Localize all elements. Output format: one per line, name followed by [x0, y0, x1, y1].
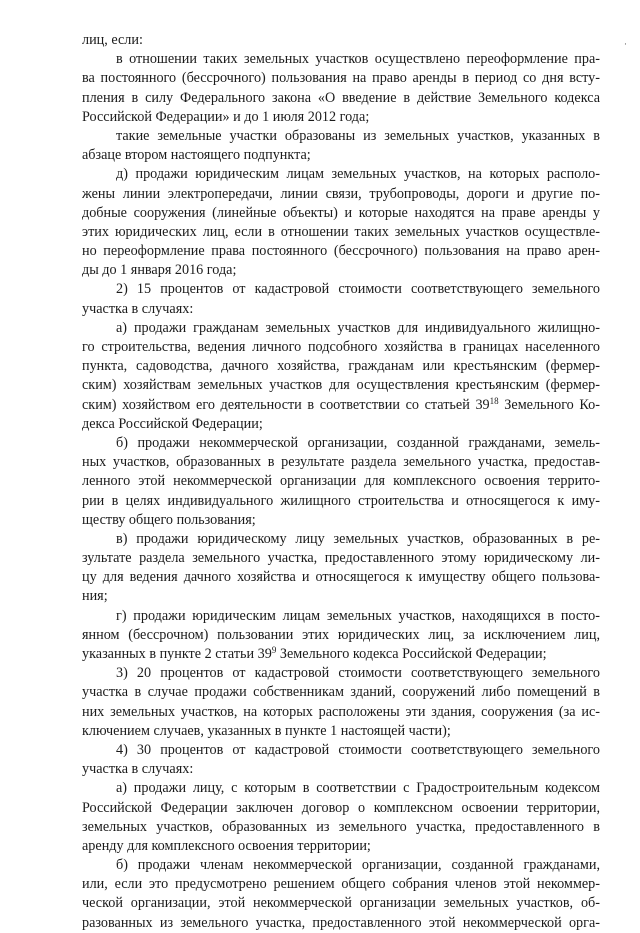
text-line	[82, 856, 600, 875]
line-text: 4) 30 процентов от кадастровой стоимости соответствующего земельного	[116, 741, 600, 758]
text-line	[82, 799, 600, 818]
text-line	[82, 568, 600, 587]
text-line	[82, 779, 600, 798]
line-text: ных участков, образованных в результате раздела земельного участка, предостав-	[82, 454, 600, 471]
line-text: абзаце втором настоящего подпункта;	[82, 147, 311, 164]
text-line	[82, 319, 600, 338]
text-line	[82, 511, 600, 530]
line-text: или, если это предусмотрено решением общего собрания членов этой некоммер-	[82, 876, 600, 893]
line-text: ды до 1 января 2016 года;	[82, 262, 237, 279]
line-text: б) продажи членам некоммерческой организации, созданной гражданами,	[116, 857, 600, 874]
text-line	[82, 664, 600, 683]
line-text: пления в силу Федерального закона «О введение в действие Земельного кодекса	[82, 89, 600, 106]
text-line	[82, 722, 600, 741]
text-line	[82, 760, 600, 779]
line-text: такие земельные участки образованы из земельных участков, указанных в	[116, 127, 600, 144]
line-text: а) продажи гражданам земельных участков для индивидуального жилищно-	[116, 319, 600, 336]
text-line	[82, 89, 600, 108]
text-line	[82, 204, 600, 223]
line-text: но переоформление права постоянного (бессрочного) пользования на право арен-	[82, 243, 600, 260]
text-line	[82, 626, 600, 645]
line-text: г) продажи юридическим лицам земельных участков, находящихся в посто-	[116, 607, 600, 624]
text-line	[82, 127, 600, 146]
line-text: них земельных участков, на которых расположены эти здания, сооружения (за ис-	[82, 703, 600, 720]
text-line	[82, 472, 600, 491]
line-text: указанных в пункте 2 статьи 39	[82, 646, 272, 662]
line-text: янном (бессрочном) пользовании этих юридических лиц, за исключением лиц,	[82, 626, 600, 643]
line-text: аренду для комплексного освоения территории;	[82, 837, 371, 854]
line-text: Российской Федерации» и до 1 июля 2012 года;	[82, 108, 370, 125]
text-line	[82, 453, 600, 472]
text-line	[82, 108, 600, 127]
line-text: жены линии электропередачи, линии связи, трубопроводы, дороги и другие по-	[82, 185, 600, 202]
text-line	[82, 376, 600, 395]
line-text: а) продажи лицу, с которым в соответствии с Градостроительным кодексом	[116, 780, 600, 797]
text-line	[82, 300, 600, 319]
line-text: участка в случае продажи собственникам зданий, сооружений либо помещений в	[82, 684, 600, 701]
line-text: го строительства, ведения личного подсобного хозяйства в границах населенного	[82, 339, 600, 355]
line-text: Российской Федерации заключен договор о комплексном освоении территории,	[82, 799, 600, 816]
line-text: д) продажи юридическим лицам земельных участков, на которых располо-	[116, 166, 600, 183]
line-text: ва постоянного (бессрочного) пользования на право аренды в период со дня всту-	[82, 70, 600, 87]
text-line	[82, 875, 600, 894]
text-line	[82, 185, 600, 204]
text-line	[82, 69, 600, 88]
text-line	[82, 741, 600, 760]
line-text: ческой организации, этой некоммерческой организации земельных участков, об-	[82, 895, 600, 912]
line-text: рии в целях индивидуального жилищного строительства и относящегося к иму-	[82, 492, 600, 509]
line-text: ским) хозяйствам земельных участков для осуществления крестьянским (фермер-	[82, 377, 600, 394]
text-line	[82, 223, 600, 242]
line-text-after: Земельного кодекса Российской Федерации;	[276, 646, 547, 662]
line-text: ществу общего пользования;	[82, 511, 256, 528]
text-line	[82, 894, 600, 913]
line-text: ключением случаев, указанных в пункте 1 настоящей части);	[82, 722, 451, 739]
text-line	[82, 434, 600, 453]
line-text: зультате раздела земельного участка, предоставленного этому юридическому ли-	[82, 550, 600, 567]
text-line	[82, 396, 600, 415]
line-text: этих юридических лиц, если в отношении таких земельных участков осуществле-	[82, 223, 600, 240]
line-text: ния;	[82, 588, 108, 605]
line-text: добные сооружения (линейные объекты) и которые находятся на праве аренды у	[82, 204, 600, 221]
line-text: пункта, садоводства, дачного хозяйства, гражданам или крестьянским (фермер-	[82, 358, 600, 375]
text-line	[82, 338, 600, 357]
text-line	[82, 549, 600, 568]
text-line	[82, 492, 600, 511]
superscript: 9	[271, 645, 277, 655]
text-line	[82, 165, 600, 184]
line-text: в) продажи юридическому лицу земельных участков, образованных в ре-	[116, 530, 600, 547]
text-line	[82, 530, 600, 549]
text-line	[82, 50, 600, 69]
text-line	[82, 683, 600, 702]
line-text: участка в случаях:	[82, 761, 194, 778]
text-line	[82, 587, 600, 606]
line-text: б) продажи некоммерческой организации, созданной гражданами, земель-	[116, 434, 600, 451]
line-text: 2) 15 процентов от кадастровой стоимости соответствующего земельного	[116, 281, 600, 298]
document-body	[82, 31, 600, 933]
text-line	[82, 242, 600, 261]
text-line	[82, 357, 600, 376]
line-text-after: Земельного Ко-	[498, 396, 600, 413]
line-text: разованных из земельного участка, предоставленного этой некоммерческой орга-	[82, 914, 600, 931]
scan-mark: ·	[624, 40, 627, 50]
text-line	[82, 31, 600, 50]
line-text: цу для ведения дачного хозяйства и относящегося к имуществу общего пользова-	[82, 569, 600, 586]
line-text: участка в случаях:	[82, 300, 194, 317]
text-line	[82, 818, 600, 837]
text-line	[82, 415, 600, 434]
text-line	[82, 703, 600, 722]
text-line	[82, 837, 600, 856]
line-text: земельных участков, образованных из земельного участка, предоставленного в	[82, 818, 600, 835]
line-text: в отношении таких земельных участков осуществлено переоформление пра-	[116, 51, 600, 68]
text-line	[82, 914, 600, 933]
text-line	[82, 261, 600, 280]
line-text: ским) хозяйством его деятельности в соответствии со статьей 39	[82, 396, 490, 413]
text-line	[82, 645, 600, 664]
text-line	[82, 146, 600, 165]
superscript: 18	[489, 395, 499, 406]
text-line	[82, 280, 600, 299]
line-text: ленного этой некоммерческой организации для комплексного освоения террито-	[82, 473, 600, 490]
line-text: 3) 20 процентов от кадастровой стоимости соответствующего земельного	[116, 665, 600, 682]
line-text: декса Российской Федерации;	[82, 415, 263, 432]
text-line	[82, 607, 600, 626]
line-text: лиц, если:	[82, 32, 143, 48]
